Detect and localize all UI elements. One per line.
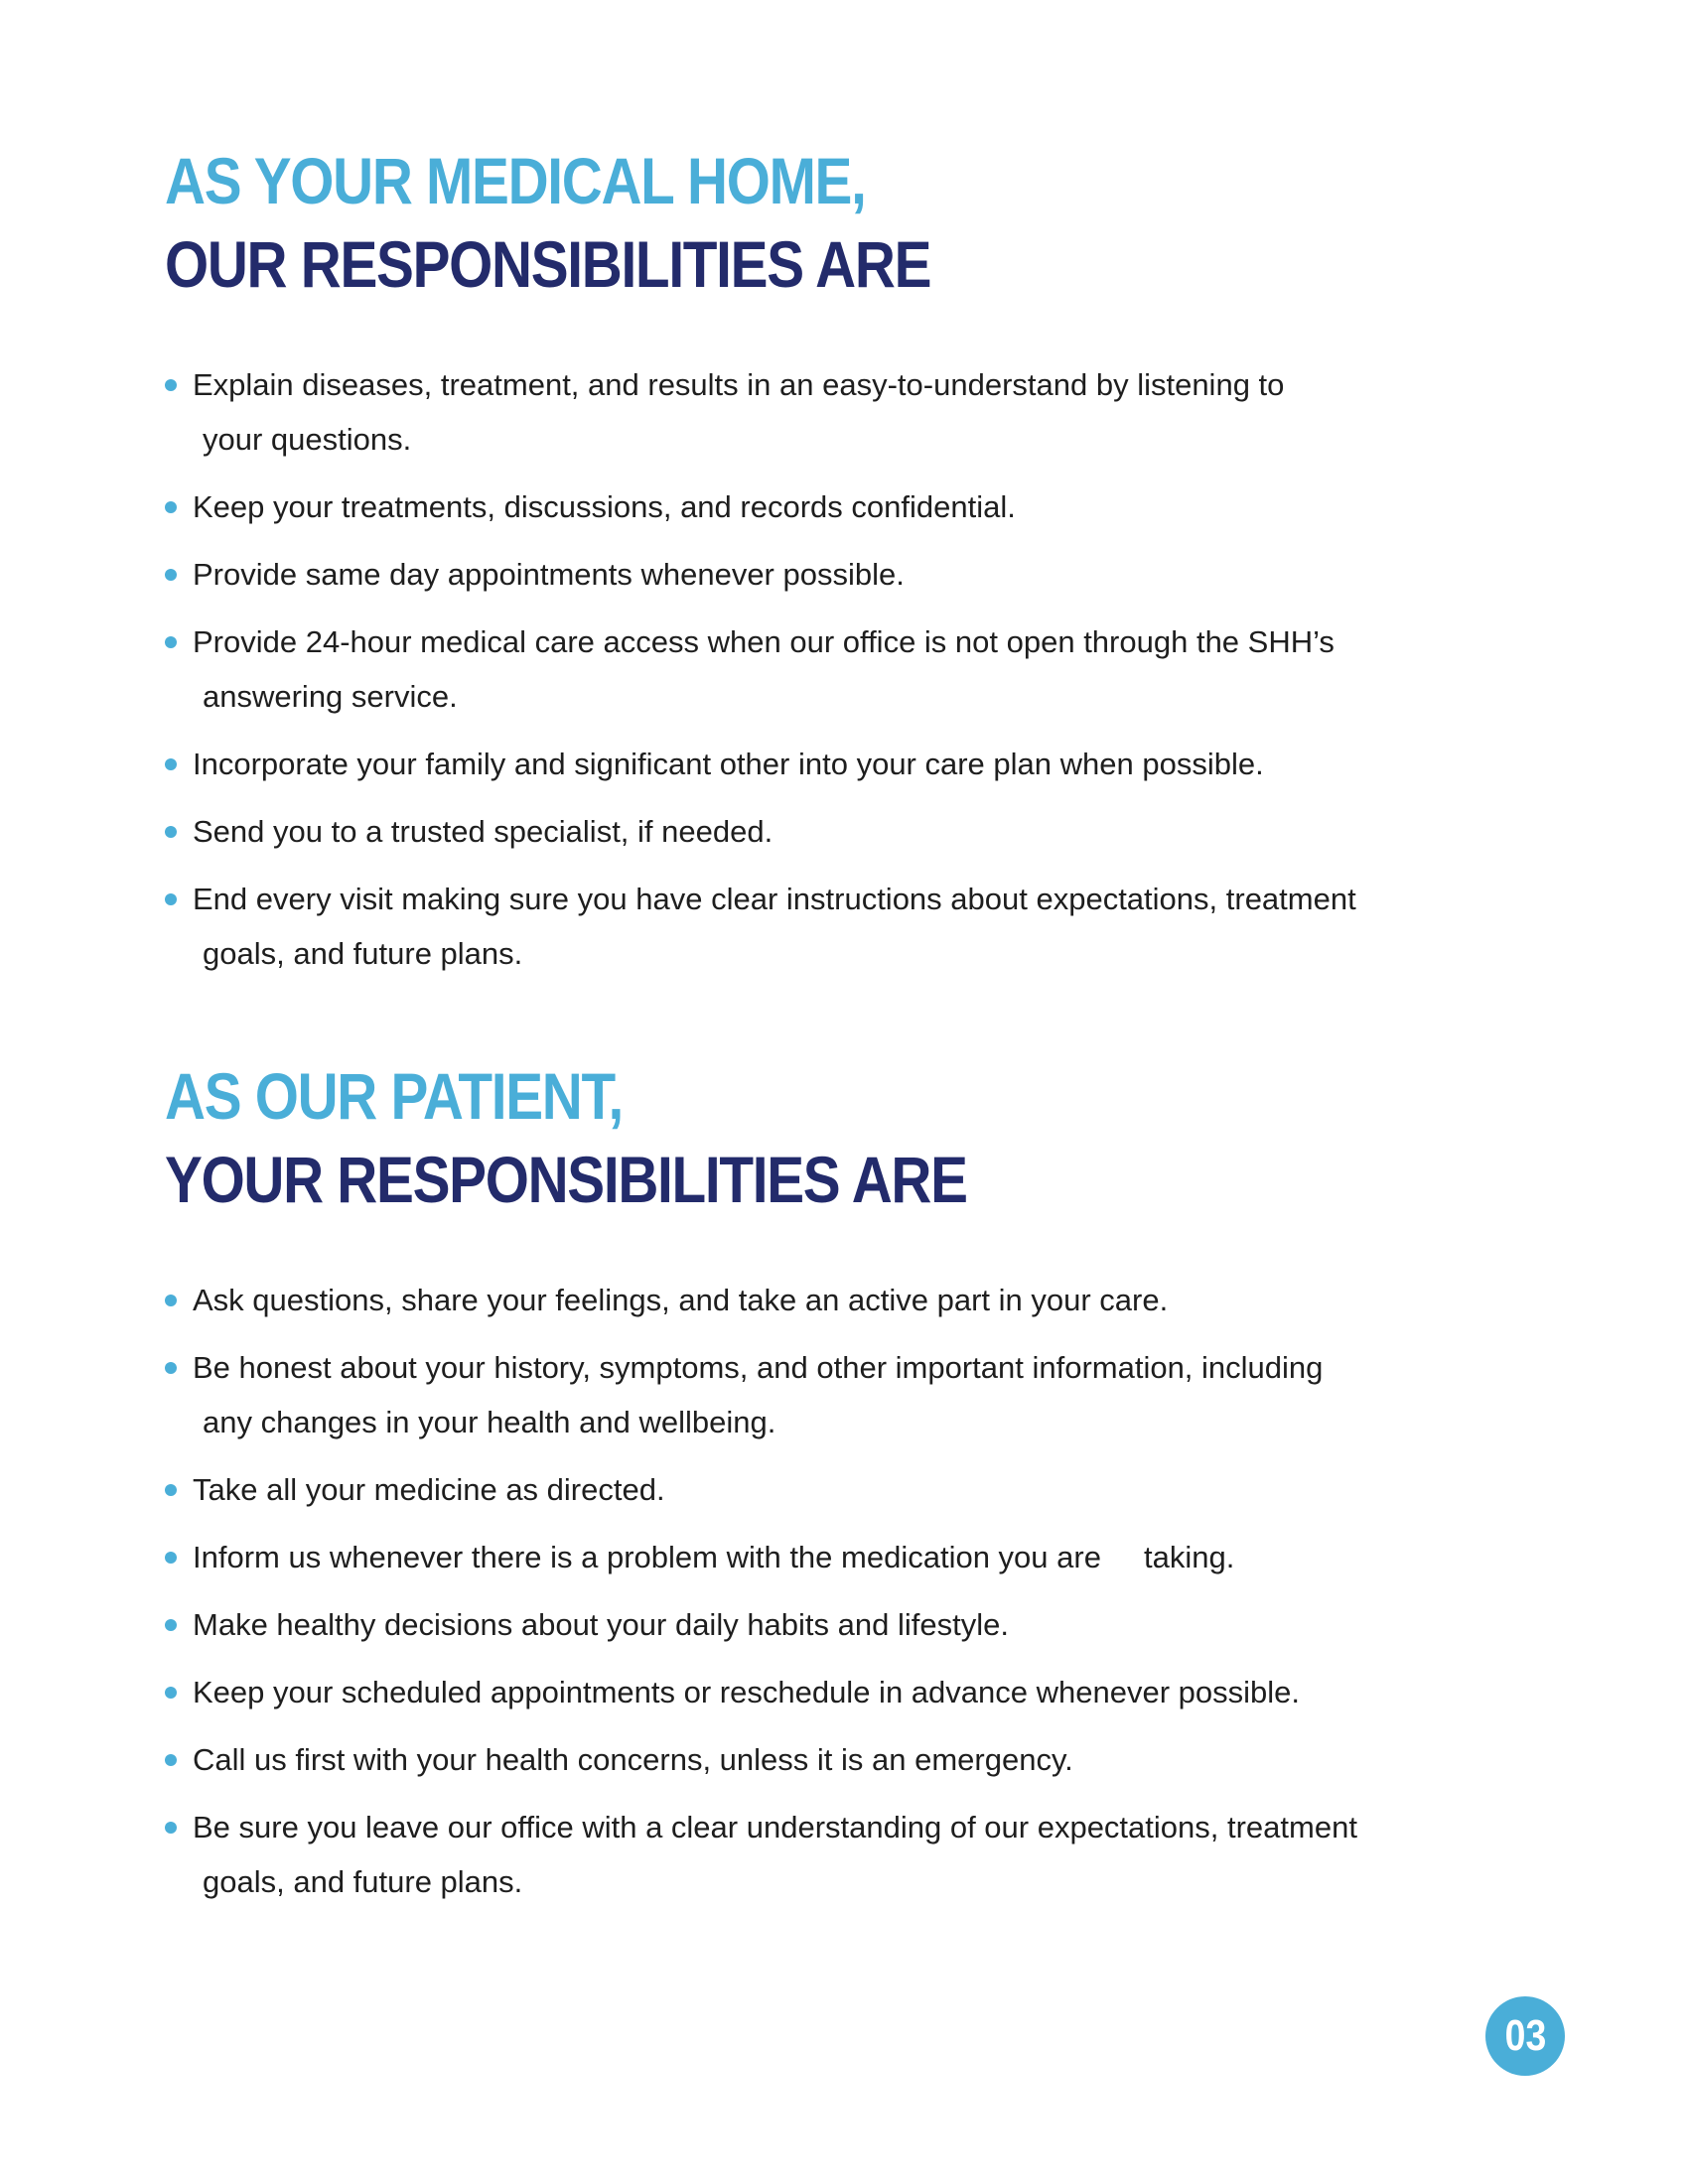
list-item-text-continued: goals, and future plans.	[203, 1864, 523, 1899]
list-item-text: Call us first with your health concerns, unless it is an emergency.	[193, 1742, 1073, 1777]
provider-responsibilities-list	[165, 357, 1535, 981]
list-item-text: Provide 24-hour medical care access when our office is not open through the SHH’s	[193, 624, 1335, 659]
bullet-icon	[165, 1552, 177, 1564]
bullet-icon	[165, 893, 177, 905]
bullet-icon	[165, 569, 177, 581]
list-item	[165, 1462, 1535, 1517]
list-item-text: Take all your medicine as directed.	[193, 1472, 665, 1507]
list-item	[165, 872, 1535, 981]
list-item	[165, 1530, 1535, 1584]
list-item-text: Make healthy decisions about your daily habits and lifestyle.	[193, 1607, 1009, 1642]
page-number: 03	[1504, 2011, 1546, 2060]
patient-heading-line2: YOUR RESPONSIBILITIES ARE	[165, 1143, 967, 1216]
bullet-icon	[165, 501, 177, 513]
list-item	[165, 547, 1535, 602]
bullet-icon	[165, 636, 177, 648]
list-item-text: Keep your scheduled appointments or reschedule in advance whenever possible.	[193, 1675, 1300, 1709]
bullet-icon	[165, 1754, 177, 1766]
list-item	[165, 357, 1535, 467]
list-item-text: Inform us whenever there is a problem with the medication you are taking.	[193, 1540, 1235, 1574]
provider-heading-line1: AS YOUR MEDICAL HOME,	[165, 144, 866, 217]
patient-responsibilities-list	[165, 1273, 1535, 1909]
list-item-text-continued: your questions.	[203, 422, 412, 457]
list-item	[165, 1800, 1535, 1909]
list-item	[165, 1732, 1535, 1787]
list-item-text: Send you to a trusted specialist, if needed.	[193, 814, 774, 849]
patient-responsibilities-section	[165, 1054, 1535, 1922]
bullet-icon	[165, 1619, 177, 1631]
provider-heading-line2: OUR RESPONSIBILITIES ARE	[165, 227, 931, 301]
list-item-text: Ask questions, share your feelings, and take an active part in your care.	[193, 1283, 1169, 1317]
patient-heading	[165, 1054, 1343, 1221]
list-item-text: End every visit making sure you have clear instructions about expectations, treatment	[193, 882, 1356, 916]
list-item-text: Provide same day appointments whenever possible.	[193, 557, 905, 592]
list-item-text: Keep your treatments, discussions, and records confidential.	[193, 489, 1016, 524]
list-item	[165, 1340, 1535, 1449]
bullet-icon	[165, 826, 177, 838]
provider-heading	[165, 139, 1343, 306]
bullet-icon	[165, 758, 177, 770]
list-item	[165, 1597, 1535, 1652]
list-item	[165, 804, 1535, 859]
bullet-icon	[165, 1362, 177, 1374]
page-number-badge	[1485, 1996, 1565, 2076]
list-item-text-continued: any changes in your health and wellbeing.	[203, 1405, 776, 1439]
list-item-text: Incorporate your family and significant other into your care plan when possible.	[193, 747, 1264, 781]
list-item-text-continued: goals, and future plans.	[203, 936, 523, 971]
list-item-text: Be honest about your history, symptoms, and other important information, including	[193, 1350, 1324, 1385]
patient-heading-line1: AS OUR PATIENT,	[165, 1059, 624, 1133]
list-item-text-continued: answering service.	[203, 679, 458, 714]
bullet-icon	[165, 379, 177, 391]
list-item	[165, 1665, 1535, 1719]
list-item	[165, 1273, 1535, 1327]
list-item-text: Be sure you leave our office with a clear understanding of our expectations, treatment	[193, 1810, 1357, 1844]
list-item	[165, 479, 1535, 534]
bullet-icon	[165, 1822, 177, 1834]
list-item	[165, 614, 1535, 724]
list-item-text: Explain diseases, treatment, and results in an easy-to-understand by listening to	[193, 367, 1285, 402]
bullet-icon	[165, 1295, 177, 1306]
provider-responsibilities-section	[165, 139, 1535, 994]
list-item	[165, 737, 1535, 791]
bullet-icon	[165, 1687, 177, 1699]
bullet-icon	[165, 1484, 177, 1496]
